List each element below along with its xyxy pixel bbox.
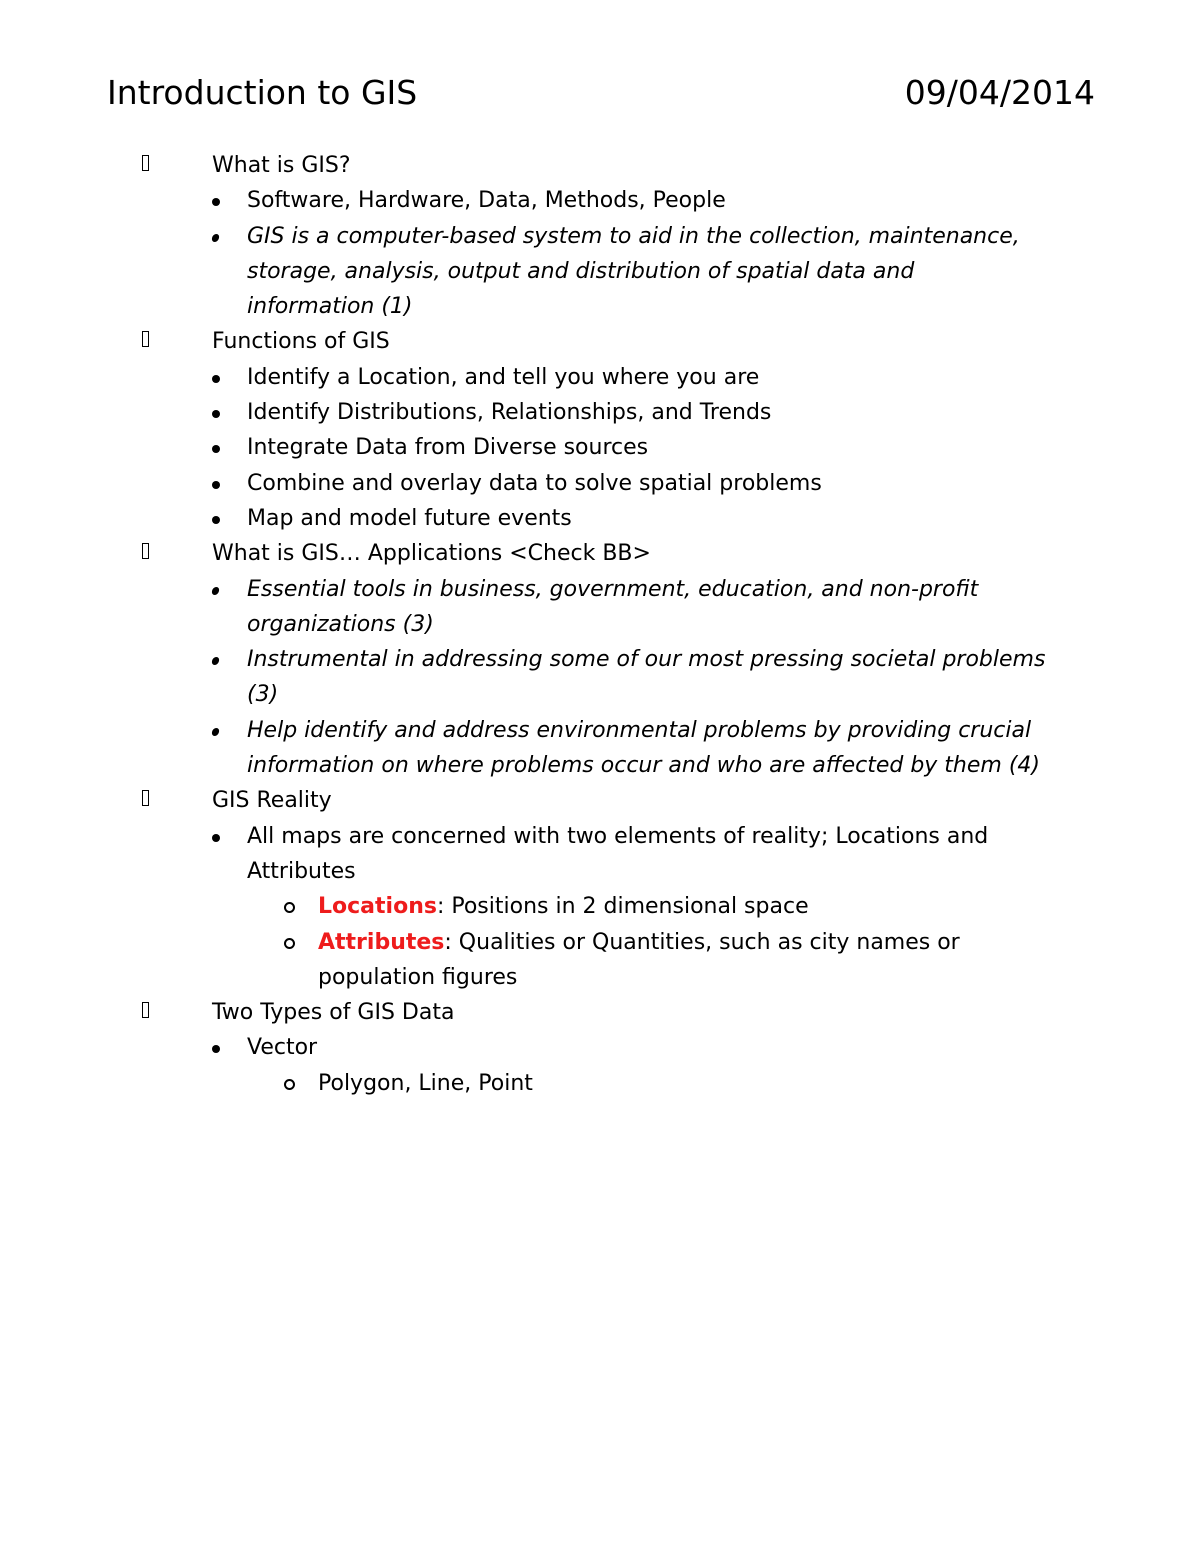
outline-heading [0,324,1200,359]
bullet-icon [212,1045,220,1053]
heading-text: Functions of GIS [212,329,390,355]
outline-heading [0,783,1200,818]
heading-text: GIS Reality [212,788,332,814]
page-title: Introduction to GIS [107,73,418,112]
bullet-text: Integrate Data from Diverse sources [247,435,649,461]
sub-bullet-item [0,889,1053,924]
bullet-icon [212,375,220,383]
bullet-text: Identify Distributions, Relationships, and Trends [247,400,772,426]
circle-bullet-icon [284,938,295,949]
bullet-text: GIS is a computer-based system to aid in the collection, maintenance, storage, analysis, output and distribution of spatial data and information (1) [247,223,1020,320]
bullet-icon [212,516,220,524]
bullet-text: Polygon, Line, Point [318,1070,533,1096]
bullet-icon [212,198,220,206]
bullet-icon [212,410,220,418]
bullet-text: Help identify and address environmental problems by providing crucial information on where problems occur and who are affected by them (4) [247,717,1040,779]
missing-glyph-icon [142,543,149,559]
bullet-text: Essential tools in business, government, education, and non-profit organizations (3) [247,576,979,637]
bullet-item [0,360,1047,395]
missing-glyph-icon [142,331,149,347]
bullet-item [0,466,1047,501]
bullet-icon [211,728,220,736]
bullet-icon [212,481,220,489]
outline-heading [0,148,1200,183]
notes-outline [0,148,1200,1101]
bullet-icon [212,445,220,453]
sub-bullet-item [0,1066,1053,1101]
bullet-text: Identify a Location, and tell you where you are [247,364,760,390]
bullet-text: Vector [247,1035,318,1061]
bullet-text: Map and model future events [247,505,572,531]
bullet-text: All maps are concerned with two elements of reality; Locations and Attributes [247,823,989,884]
bullet-item [0,501,1047,536]
missing-glyph-icon [142,790,149,806]
bullet-item [0,713,1047,784]
bullet-text: Software, Hardware, Data, Methods, People [247,188,726,214]
term-description: : Qualities or Quantities, such as city names or population figures [318,929,960,990]
outline-heading [0,995,1200,1030]
missing-glyph-icon [142,1002,149,1018]
bullet-icon [211,234,220,242]
page-date: 09/04/2014 [904,73,1095,112]
bullet-icon [211,587,220,595]
bullet-icon [211,657,220,665]
bullet-item [0,1030,1047,1065]
term-locations: Locations [318,894,437,920]
heading-text: What is GIS? [212,153,351,178]
term-description: : Positions in 2 dimensional space [436,894,809,920]
page-header [107,70,1095,120]
bullet-item [0,395,1047,430]
bullet-item [0,183,1047,218]
bullet-item [0,430,1047,465]
heading-text: Two Types of GIS Data [212,1000,455,1026]
bullet-item [0,819,1047,890]
bullet-icon [212,834,220,842]
circle-bullet-icon [284,902,295,913]
heading-text: What is GIS… Applications <Check BB> [212,541,651,567]
outline-heading [0,536,1200,571]
bullet-item [0,642,1047,713]
sub-bullet-item [0,925,1053,996]
circle-bullet-icon [284,1079,295,1090]
term-attributes: Attributes [318,929,445,955]
bullet-item [0,572,1047,643]
bullet-item [0,219,1047,325]
missing-glyph-icon [142,155,149,171]
bullet-text: Instrumental in addressing some of our most pressing societal problems (3) [247,647,1046,708]
bullet-text: Combine and overlay data to solve spatial problems [247,470,822,496]
